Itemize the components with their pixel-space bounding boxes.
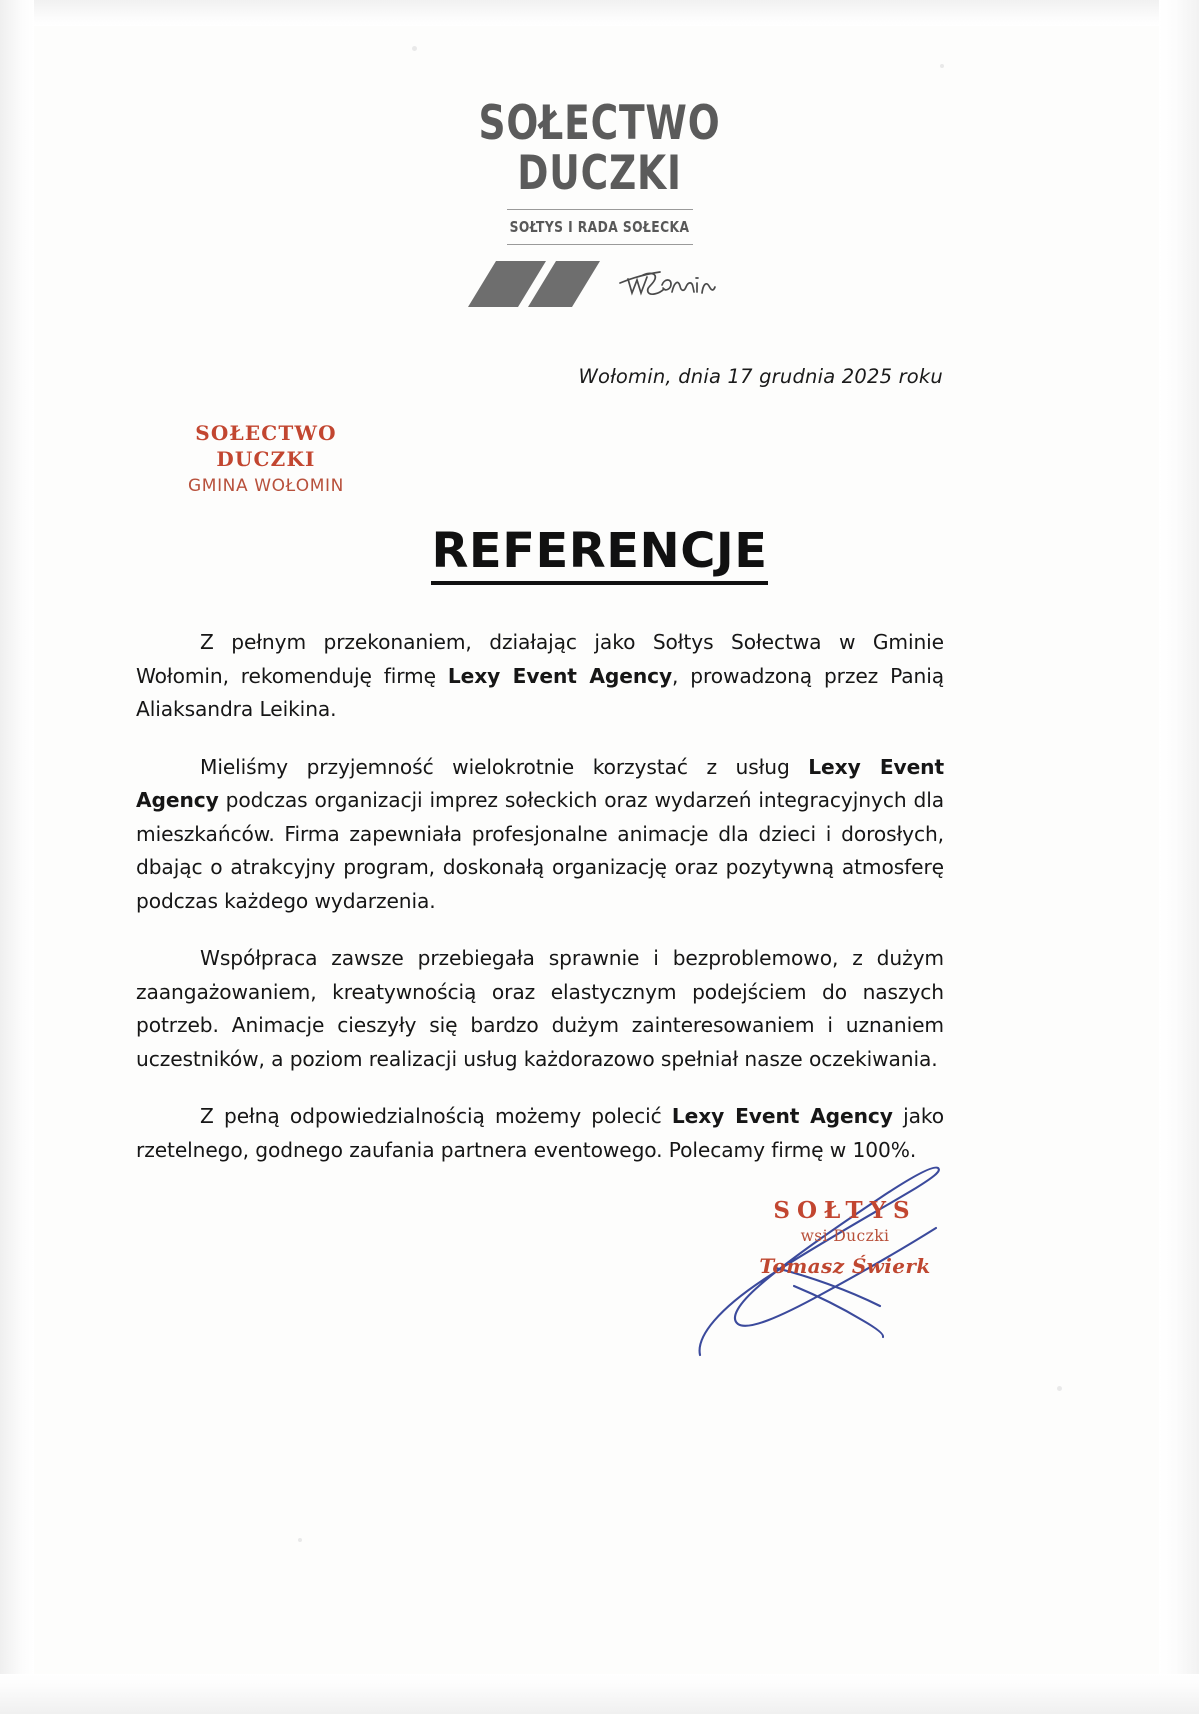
letterhead-line1: SOŁECTWO	[478, 96, 721, 151]
letterhead-subtitle: SOŁTYS I RADA SOŁECKA	[509, 218, 690, 237]
scan-speck	[412, 46, 417, 51]
text-run: Z pełną odpowiedzialnością możemy polecić	[200, 1104, 672, 1128]
header-stamp-line1: SOŁECTWO	[195, 421, 337, 445]
letterhead-rule-upper	[507, 209, 693, 210]
letterhead-line2: DUCZKI	[517, 146, 682, 201]
signature-role: SOŁTYS	[773, 1197, 917, 1224]
header-stamp-line2: DUCZKI	[216, 447, 316, 472]
double-slash-stripes-icon	[450, 261, 750, 307]
text-run: Współpraca zawsze przebiegała sprawnie i bezproblemowo, z dużym zaangażowaniem, kreatywnością oraz elastycznym podejściem do naszych potrzeb. Animacje cieszyły się bardzo dużym zainteresowaniem i uznaniem uczestników, a poziom realizacji usług każdorazowo spełniał nasze oczekiwania.	[136, 946, 944, 1071]
scan-speck	[940, 64, 944, 68]
header-stamp-line3: GMINA WOŁOMIN	[188, 475, 344, 496]
emphasis-brand-name: Lexy Event Agency	[447, 663, 673, 688]
text-run: Mieliśmy przyjemność wielokrotnie korzystać z usług	[200, 754, 809, 779]
signature-name: Tomasz Świerk	[759, 1253, 931, 1278]
text-run: podczas organizacji imprez sołeckich oraz wydarzeń integracyjnych dla mieszkańców. Firma zapewniała profesjonalne animacje dla dzieci i dorosłych, dbając o atrakcyjny program, doskonałą organizację oraz pozytywną atmosferę podczas każdego wydarzenia.	[136, 788, 944, 913]
signature-locality: wsi Duczki	[800, 1227, 890, 1246]
scan-speck	[1057, 1386, 1062, 1391]
signature-stamp	[700, 1198, 990, 1281]
paragraph-1	[136, 626, 944, 727]
scan-speck	[298, 1538, 302, 1542]
dateline: Wołomin, dnia 17 grudnia 2025 roku	[578, 365, 943, 388]
paragraph-4	[136, 1100, 944, 1167]
paragraph-2	[136, 751, 944, 919]
letterhead-rule-lower	[507, 244, 693, 245]
emphasis-brand-name: Lexy Event Agency	[136, 754, 944, 812]
letterhead-mark	[0, 261, 1199, 307]
letterhead	[0, 96, 1199, 307]
page-edge-top	[0, 0, 1199, 26]
page-title-text: REFERENCJE	[431, 525, 767, 585]
letter-body	[136, 626, 944, 1167]
header-stamp	[136, 420, 396, 497]
text-run: , prowadzoną przez Panią Aliaksandra Leikina.	[136, 663, 944, 721]
page-edge-bottom	[0, 1674, 1199, 1714]
paragraph-3	[136, 942, 944, 1076]
signature-block	[700, 1170, 990, 1360]
emphasis-brand-name: Lexy Event Agency	[671, 1104, 893, 1128]
text-run: jako rzetelnego, godnego zaufania partnera eventowego. Polecamy firmę w 100%.	[136, 1104, 945, 1162]
wolomin-wordmark-icon	[620, 272, 715, 294]
page-title	[0, 525, 1199, 585]
text-run: Z pełnym przekonaniem, działając jako Sołtys Sołectwa w Gminie Wołomin, rekomenduję firmę	[136, 630, 944, 688]
